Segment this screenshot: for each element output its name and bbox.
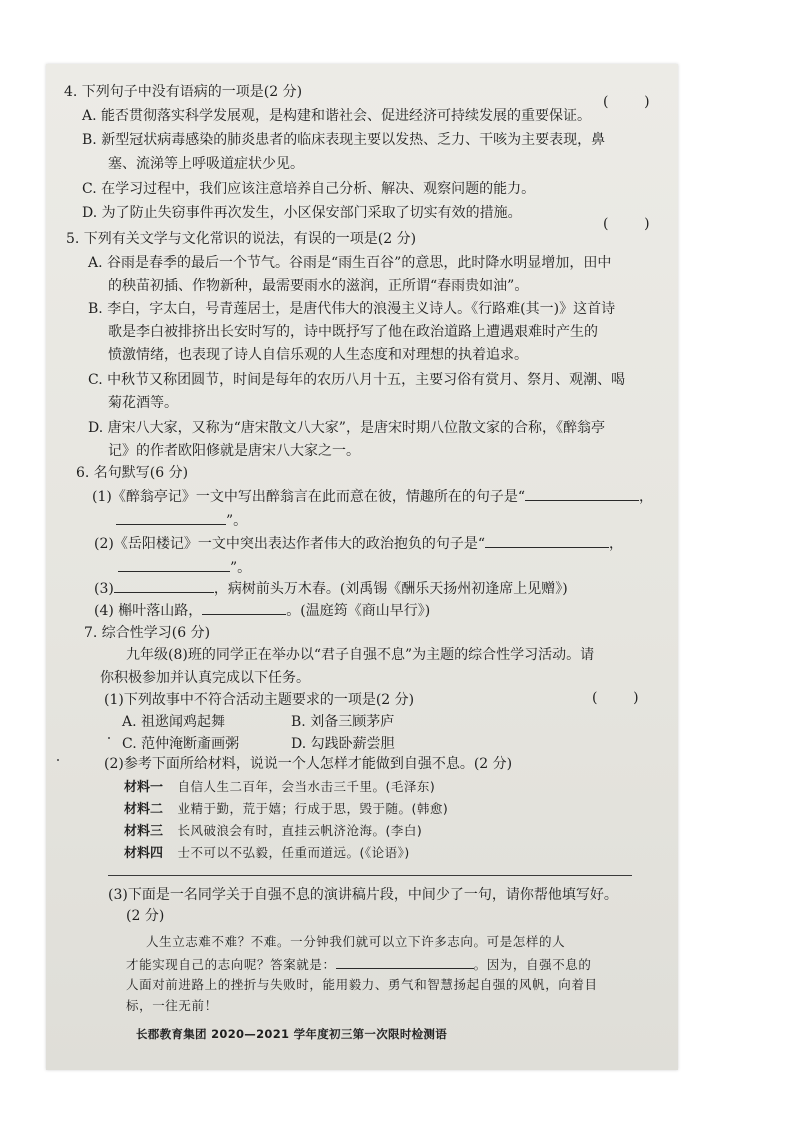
q5-option-d-line1: D. 唐宋八大家，又称为“唐宋散文八大家”，是唐宋时期八位散文家的合称，《醉翁亭 [88, 420, 605, 436]
q7-option-d: D. 勾践卧薪尝胆 [291, 736, 395, 752]
q5-option-b-line3: 愤激情绪，也表现了诗人自信乐观的人生态度和对理想的执着追求。 [108, 347, 528, 363]
q6-item1-text: (1)《醉翁亭记》一文中写出醉翁言在此而意在彼，情趣所在的句子是“ [92, 489, 525, 505]
speech-answer-blank[interactable] [336, 954, 474, 969]
q5-answer-paren: ( ) [603, 216, 650, 232]
q4-stem: 4. 下列句子中没有语病的一项是(2 分) [64, 84, 303, 100]
q7-intro-line1: 九年级(8)班的同学正在举办以“君子自强不息”为主题的综合性学习活动。请 [126, 647, 595, 663]
q6-item1-line1 [92, 486, 653, 507]
speech-line2-tail: 。因为，自强不息的 [473, 957, 592, 972]
q6-item2-blank2[interactable] [118, 557, 230, 572]
q7-sub3-stem-line2: (2 分) [126, 908, 165, 924]
material-2 [124, 799, 448, 820]
q5-stem: 5. 下列有关文学与文化常识的说法，有误的一项是(2 分) [66, 231, 417, 247]
q5-option-c-line1: C. 中秋节又称团圆节，时间是每年的农历八月十五，主要习俗有赏月、祭月、观潮、喝 [88, 372, 626, 388]
q4-option-b-line1: B. 新型冠状病毒感染的肺炎患者的临床表现主要以发热、乏力、干咳为主要表现，鼻 [82, 132, 606, 148]
material-2-text: 业精于勤，荒于嬉；行成于思，毁于随。(韩愈) [177, 801, 449, 816]
speech-line1: 人生立志难不难？不难。一分钟我们就可以立下许多志向。可是怎样的人 [146, 934, 566, 949]
q6-item1-line2 [116, 510, 247, 531]
q7-stem: 7. 综合性学习(6 分) [84, 625, 211, 641]
q6-item4-blank[interactable] [202, 600, 286, 615]
speech-line3: 人面对前进路上的挫折与失败时，能用毅力、勇气和智慧扬起自强的风帆，向着目 [126, 977, 598, 992]
material-1 [124, 777, 435, 798]
q6-item2-blank1[interactable] [485, 533, 609, 548]
margin-mark [108, 737, 110, 739]
q4-option-c: C. 在学习过程中，我们应该注意培养自己分析、解决、观察问题的能力。 [82, 181, 536, 197]
q6-item4-text: (4) 槲叶落山路， [94, 603, 203, 619]
q6-item3-text: ，病树前头万木春。(刘禹锡《酬乐天扬州初逢席上见赠》) [213, 581, 568, 597]
q6-item4 [94, 600, 430, 621]
margin-mark [57, 759, 59, 761]
q6-item1-blank1[interactable] [525, 486, 639, 501]
q7-option-b: B. 刘备三顾茅庐 [291, 714, 395, 730]
q4-answer-paren: ( ) [603, 94, 650, 110]
material-4-label: 材料四 [124, 846, 164, 861]
q6-stem: 6. 名句默写(6 分) [76, 465, 189, 481]
q4-option-d: D. 为了防止失窃事件再次发生，小区保安部门采取了切实有效的措施。 [82, 205, 522, 221]
q7-sub2-stem: (2)参考下面所给材料，说说一个人怎样才能做到自强不息。(2 分) [104, 756, 513, 772]
q6-item2-text: (2)《岳阳楼记》一文中突出表达作者伟大的政治抱负的句子是“ [94, 536, 485, 552]
q5-option-b-line1: B. 李白，字太白，号青莲居士，是唐代伟大的浪漫主义诗人。《行路难(其一)》这首诗 [88, 301, 616, 317]
material-3-label: 材料三 [124, 824, 164, 839]
q5-option-b-line2: 歌是李白被排挤出长安时写的，诗中既抒写了他在政治道路上遭遇艰难时产生的 [108, 324, 598, 340]
q6-item3-num: (3) [94, 581, 114, 597]
material-2-label: 材料二 [124, 802, 164, 817]
speech-line2-text: 才能实现自己的志向呢？答案就是： [126, 957, 336, 972]
q6-item1-blank2[interactable] [116, 510, 226, 525]
q4-option-a: A. 能否贯彻落实科学发展观，是构建和谐社会、促进经济可持续发展的重要保证。 [82, 108, 592, 124]
q4-option-b-line2: 塞、流涕等上呼吸道症状少见。 [108, 156, 304, 172]
q7-sub1-answer-paren: ( ) [592, 690, 639, 706]
q7-intro-line2: 你积极参加并认真完成以下任务。 [100, 670, 310, 686]
q6-item2-close: ”。 [230, 560, 252, 576]
material-1-text: 自信人生二百年，会当水击三千里。(毛泽东) [177, 779, 436, 794]
q7-option-c: C. 范仲淹断齑画粥 [122, 736, 240, 752]
material-4-text: 士不可以不弘毅，任重而道远。(《论语》) [177, 845, 410, 860]
q6-item2-line2 [118, 557, 251, 578]
material-3 [124, 821, 422, 842]
material-1-label: 材料一 [124, 780, 164, 795]
q6-item4-source: 。(温庭筠《商山早行》) [286, 603, 431, 619]
material-3-text: 长风破浪会有时，直挂云帆济沧海。(李白) [177, 823, 423, 838]
q7-sub2-answer-line[interactable] [108, 875, 632, 876]
q5-option-d-line2: 记》的作者欧阳修就是唐宋八大家之一。 [108, 443, 360, 459]
q6-item2-line1 [94, 533, 623, 554]
q5-option-c-line2: 菊花酒等。 [108, 395, 178, 411]
q6-item1-close: ”。 [226, 513, 248, 529]
page-footer: 长郡教育集团 2020—2021 学年度初三第一次限时检测语 [136, 1027, 448, 1041]
q6-item3-blank[interactable] [114, 578, 214, 593]
q6-item3 [94, 578, 568, 599]
speech-line4: 标，一往无前！ [126, 998, 218, 1013]
q5-option-a-line2: 的秧苗初插、作物新种，最需要雨水的滋润，正所谓“春雨贵如油”。 [108, 278, 529, 294]
q7-option-a: A. 祖逖闻鸡起舞 [122, 714, 226, 730]
q6-item2-comma: ， [609, 536, 623, 552]
q7-sub3-stem-line1: (3)下面是一名同学关于自强不息的演讲稿片段，中间少了一句，请你帮他填写好。 [108, 887, 618, 903]
q6-item1-comma: ， [639, 489, 653, 505]
speech-line2 [126, 954, 592, 975]
q5-option-a-line1: A. 谷雨是春季的最后一个节气。谷雨是“雨生百谷”的意思，此时降水明显增加，田中 [88, 255, 612, 271]
material-4 [124, 843, 410, 864]
q7-sub1-stem: (1)下列故事中不符合活动主题要求的一项是(2 分) [104, 692, 415, 708]
